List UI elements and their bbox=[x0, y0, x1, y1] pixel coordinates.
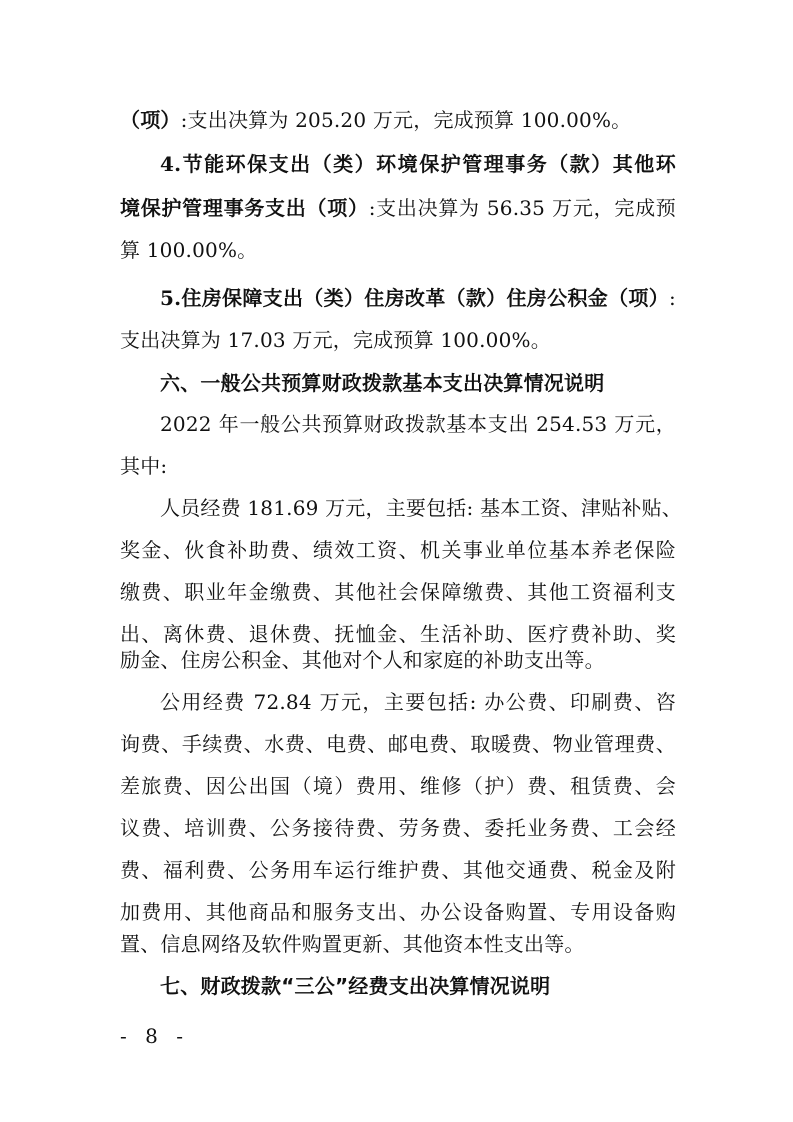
text-line-15: 公用经费 72.84 万元，主要包括: 办公费、印刷费、咨 bbox=[160, 690, 676, 714]
text-line-18: 议费、培训费、公务接待费、劳务费、委托业务费、工会经 bbox=[120, 816, 676, 840]
text-line-13: 出、离休费、退休费、抚恤金、生活补助、医疗费补助、奖 bbox=[120, 622, 676, 646]
text-line-21: 置、信息网络及软件购置更新、其他资本性支出等。 bbox=[120, 932, 585, 956]
text-line-16: 询费、手续费、水费、电费、邮电费、取暖费、物业管理费、 bbox=[120, 732, 676, 756]
section-heading-6: 六、一般公共预算财政拨款基本支出决算情况说明 bbox=[160, 371, 605, 395]
text-line-11: 奖金、伙食补助费、绩效工资、机关事业单位基本养老保险 bbox=[120, 538, 676, 562]
text-segment: 支出决算为 17.03 万元，完成预算 100.00%。 bbox=[120, 328, 551, 352]
text-segment: 算 100.00%。 bbox=[120, 238, 258, 262]
text-line-12: 缴费、职业年金缴费、其他社会保障缴费、其他工资福利支 bbox=[120, 580, 676, 604]
text-bold-segment: 5.住房保障支出（类）住房改革（款）住房公积金（项） bbox=[160, 286, 670, 310]
text-line-17: 差旅费、因公出国（境）费用、维修（护）费、租赁费、会 bbox=[120, 774, 676, 798]
text-line-19: 费、福利费、公务用车运行维护费、其他交通费、税金及附 bbox=[120, 858, 676, 882]
text-bold-segment: （项） bbox=[120, 108, 181, 132]
section-heading-7: 七、财政拨款“三公”经费支出决算情况说明 bbox=[160, 974, 551, 998]
text-line-6 bbox=[120, 326, 676, 354]
text-line-20: 加费用、其他商品和服务支出、办公设备购置、专用设备购 bbox=[120, 900, 676, 924]
text-segment: :支出决算为 205.20 万元，完成预算 100.00%。 bbox=[180, 108, 632, 132]
text-line-1 bbox=[120, 106, 676, 134]
text-line-10: 人员经费 181.69 万元，主要包括: 基本工资、津贴补贴、 bbox=[160, 496, 682, 520]
text-line-5 bbox=[160, 284, 676, 312]
text-segment: : bbox=[669, 286, 676, 310]
text-segment: :支出决算为 56.35 万元，完成预 bbox=[368, 196, 676, 220]
text-line-8: 2022 年一般公共预算财政拨款基本支出 254.53 万元， bbox=[160, 412, 676, 436]
page-number: - 8 - bbox=[120, 1024, 189, 1048]
text-bold-segment: 4.节能环保支出（类）环境保护管理事务（款）其他环 bbox=[160, 152, 676, 176]
text-line-9: 其中: bbox=[120, 454, 168, 478]
text-bold-segment: 境保护管理事务支出（项） bbox=[120, 196, 369, 220]
text-line-14: 励金、住房公积金、其他对个人和家庭的补助支出等。 bbox=[120, 648, 605, 672]
text-line-2 bbox=[160, 150, 676, 178]
text-line-4 bbox=[120, 236, 676, 264]
text-line-3 bbox=[120, 194, 676, 222]
